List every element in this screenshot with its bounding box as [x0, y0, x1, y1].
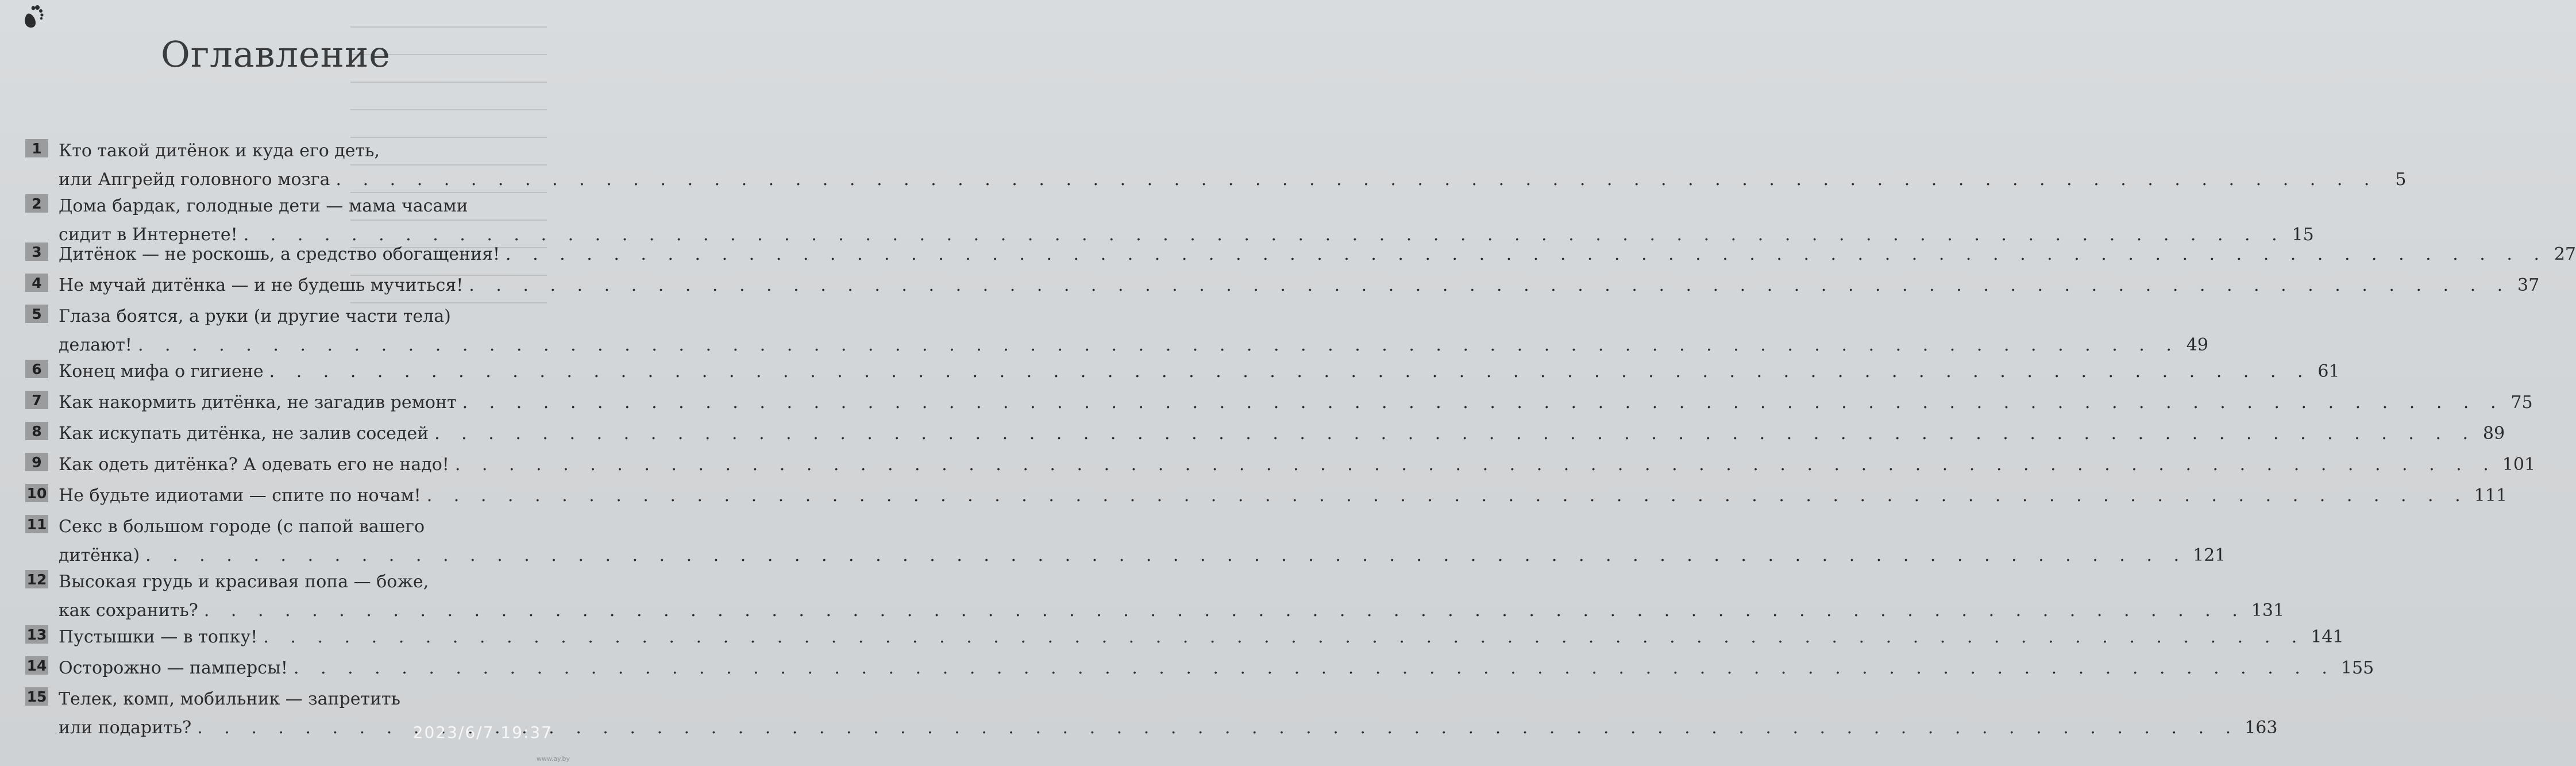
- chapter-title-block: [59, 513, 2226, 570]
- dot-leader: [427, 482, 2469, 510]
- toc-entry: [25, 137, 2407, 194]
- page-number: 163: [2245, 718, 2278, 738]
- chapter-title-line: сидит в Интернете!: [59, 225, 238, 245]
- toc-entry: [25, 451, 2536, 479]
- dot-leader: [263, 623, 2305, 652]
- chapter-title-line: Глаза боятся, а руки (и другие части тела): [59, 306, 451, 326]
- page-number: 27: [2554, 244, 2576, 264]
- toc-entry: [25, 240, 2576, 269]
- dot-leader: [455, 451, 2497, 479]
- dot-leader: [506, 240, 2547, 269]
- chapter-number-badge: 12: [25, 570, 48, 588]
- chapter-number-badge: 9: [25, 453, 48, 471]
- chapter-number-badge: 7: [25, 391, 48, 409]
- chapter-title-line: Дитёнок — не роскошь, а средство обогащения!: [59, 244, 500, 264]
- page-title: Оглавление: [161, 33, 391, 75]
- chapter-title-block: [59, 137, 2406, 194]
- chapter-title-block: [59, 302, 2208, 360]
- chapter-title-line: или подарить?: [59, 718, 192, 738]
- chapter-number-badge: 5: [25, 305, 48, 323]
- toc-entry: [25, 654, 2374, 683]
- page-number: 121: [2193, 545, 2226, 565]
- page-number: 111: [2474, 486, 2507, 506]
- chapter-number-badge: 13: [25, 625, 48, 644]
- chapter-title-block: [59, 451, 2535, 479]
- chapter-title-block: [59, 240, 2576, 269]
- chapter-title-line: дитёнка): [59, 545, 140, 565]
- chapter-title-line: делают!: [59, 335, 132, 355]
- toc-entry: [25, 568, 2285, 625]
- toc-entry: [25, 357, 2340, 386]
- page-number: 131: [2251, 601, 2285, 621]
- chapter-title-line: Как накормить дитёнка, не загадив ремонт: [59, 392, 457, 413]
- chapter-title-line: Высокая грудь и красивая попа — боже,: [59, 572, 429, 592]
- chapter-title-block: [59, 654, 2374, 683]
- chapter-title-line: Дома бардак, голодные дети — мама часами: [59, 196, 468, 216]
- page-number: 101: [2502, 455, 2536, 475]
- page-number: 5: [2395, 170, 2407, 190]
- chapter-title-block: [59, 388, 2533, 417]
- chapter-title-line: или Апгрейд головного мозга: [59, 170, 330, 190]
- dot-leader: [462, 388, 2504, 417]
- chapter-number-badge: 14: [25, 656, 48, 675]
- dot-leader: [469, 271, 2511, 300]
- footprint-icon: [22, 3, 45, 29]
- chapter-title-block: [59, 685, 2277, 742]
- page-number: 75: [2511, 392, 2533, 413]
- chapter-title-line: Не мучай дитёнка — и не будешь мучиться!: [59, 275, 464, 295]
- chapter-title-line: Как одеть дитёнка? А одевать его не надо!: [59, 455, 449, 475]
- chapter-title-line: Телек, комп, мобильник — запретить: [59, 689, 400, 709]
- page-number: 61: [2317, 361, 2340, 382]
- page-number: 49: [2186, 335, 2208, 355]
- photo-timestamp: 2023/6/7 19:37: [412, 723, 553, 742]
- dot-leader: [269, 357, 2311, 386]
- chapter-title-block: [59, 419, 2505, 448]
- chapter-number-badge: 4: [25, 274, 48, 292]
- chapter-title-line: Пустышки — в топку!: [59, 627, 258, 647]
- chapter-title-block: [59, 482, 2507, 510]
- dot-leader: [138, 331, 2180, 360]
- chapter-number-badge: 15: [25, 687, 48, 706]
- dot-leader: [294, 654, 2335, 683]
- chapter-title-line: как сохранить?: [59, 601, 198, 621]
- page-number: 15: [2292, 225, 2314, 245]
- toc-entry: [25, 271, 2540, 300]
- dot-leader: [204, 596, 2246, 625]
- toc-entry: [25, 513, 2226, 570]
- chapter-title-block: [59, 357, 2340, 386]
- dot-leader: [434, 419, 2476, 448]
- toc-entry: [25, 482, 2507, 510]
- chapter-number-badge: 11: [25, 515, 48, 533]
- chapter-title-line: Секс в большом городе (с папой вашего: [59, 517, 425, 537]
- chapter-number-badge: 1: [25, 139, 48, 157]
- page-number: 89: [2482, 424, 2505, 444]
- chapter-title-line: Кто такой дитёнок и куда его деть,: [59, 141, 380, 161]
- chapter-title-block: [59, 568, 2284, 625]
- chapter-number-badge: 2: [25, 194, 48, 213]
- toc-entry: [25, 419, 2505, 448]
- toc-entry: [25, 388, 2533, 417]
- dot-leader: [336, 165, 2378, 194]
- chapter-title-line: Осторожно — памперсы!: [59, 658, 288, 678]
- dot-leader: [145, 541, 2187, 570]
- chapter-number-badge: 3: [25, 242, 48, 261]
- page-number: 141: [2311, 627, 2344, 647]
- site-watermark: www.ay.by: [536, 755, 570, 763]
- chapter-number-badge: 6: [25, 360, 48, 378]
- chapter-title-line: Конец мифа о гигиене: [59, 361, 264, 382]
- toc-entry: [25, 623, 2344, 652]
- chapter-title-line: Как искупать дитёнка, не залив соседей: [59, 424, 429, 444]
- chapter-number-badge: 8: [25, 422, 48, 440]
- toc-entry: [25, 302, 2208, 360]
- page-number: 155: [2340, 658, 2374, 678]
- chapter-number-badge: 10: [25, 484, 48, 502]
- chapter-title-block: [59, 623, 2344, 652]
- page-number: 37: [2517, 275, 2540, 295]
- chapter-title-line: Не будьте идиотами — спите по ночам!: [59, 486, 421, 506]
- chapter-title-block: [59, 271, 2539, 300]
